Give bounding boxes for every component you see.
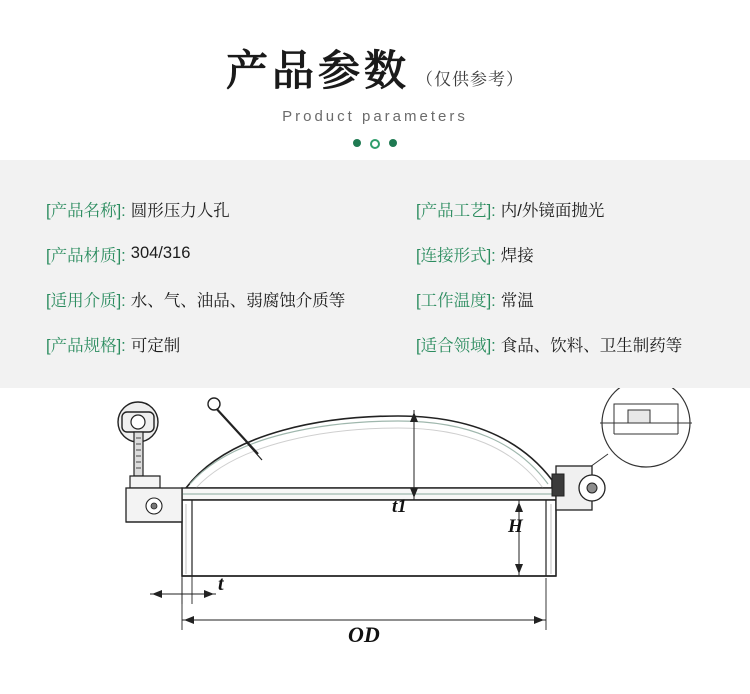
param-row xyxy=(46,276,416,321)
handwheel-clamp xyxy=(118,402,182,522)
dimension-label-H: H xyxy=(508,516,523,537)
param-key: [产品名称]: xyxy=(46,201,126,220)
param-row xyxy=(46,321,416,366)
param-key: [连接形式]: xyxy=(416,246,496,265)
neck-shell xyxy=(182,500,556,576)
param-value: 常温 xyxy=(500,291,534,310)
hinge-bracket xyxy=(552,466,605,510)
param-key: [适合领域]: xyxy=(416,336,496,355)
param-key: [产品规格]: xyxy=(46,336,126,355)
flange-band xyxy=(182,488,556,500)
dot-icon xyxy=(353,139,361,147)
dot-icon xyxy=(370,139,380,149)
technical-drawing xyxy=(0,388,750,694)
param-key: [产品工艺]: xyxy=(416,201,496,220)
decorative-dots xyxy=(0,139,750,149)
parameters-panel xyxy=(0,160,750,388)
param-value: 圆形压力人孔 xyxy=(130,201,230,220)
param-value: 内/外镜面抛光 xyxy=(500,201,605,220)
param-row xyxy=(416,276,750,321)
param-value: 水、气、油品、弱腐蚀介质等 xyxy=(130,291,346,310)
title-row xyxy=(0,0,750,98)
page-title-note: （仅供参考） xyxy=(416,70,524,89)
dimension-OD xyxy=(182,578,546,647)
dimension-label-t: t xyxy=(218,573,224,595)
dimension-label-t1: t1 xyxy=(392,496,407,517)
dome-lid xyxy=(186,416,552,488)
dimension-label-OD: OD xyxy=(348,622,380,647)
dimension-t xyxy=(150,573,225,604)
page-title: 产品参数 xyxy=(225,46,410,95)
param-key: [适用介质]: xyxy=(46,291,126,310)
param-key: [工作温度]: xyxy=(416,291,496,310)
param-value: 可定制 xyxy=(130,336,181,355)
param-value: 304/316 xyxy=(130,244,191,262)
page-header xyxy=(0,0,750,160)
parameters-grid xyxy=(0,186,750,366)
param-row xyxy=(416,321,750,366)
param-row xyxy=(46,231,416,276)
dot-icon xyxy=(389,139,397,147)
param-row xyxy=(416,186,750,231)
manhole-cover-diagram xyxy=(0,388,750,694)
param-value: 食品、饮料、卫生制药等 xyxy=(500,336,683,355)
param-key: [产品材质]: xyxy=(46,246,126,265)
param-row xyxy=(46,186,416,231)
param-row xyxy=(416,231,750,276)
param-value: 焊接 xyxy=(500,246,534,265)
page-subtitle: Product parameters xyxy=(282,108,468,125)
